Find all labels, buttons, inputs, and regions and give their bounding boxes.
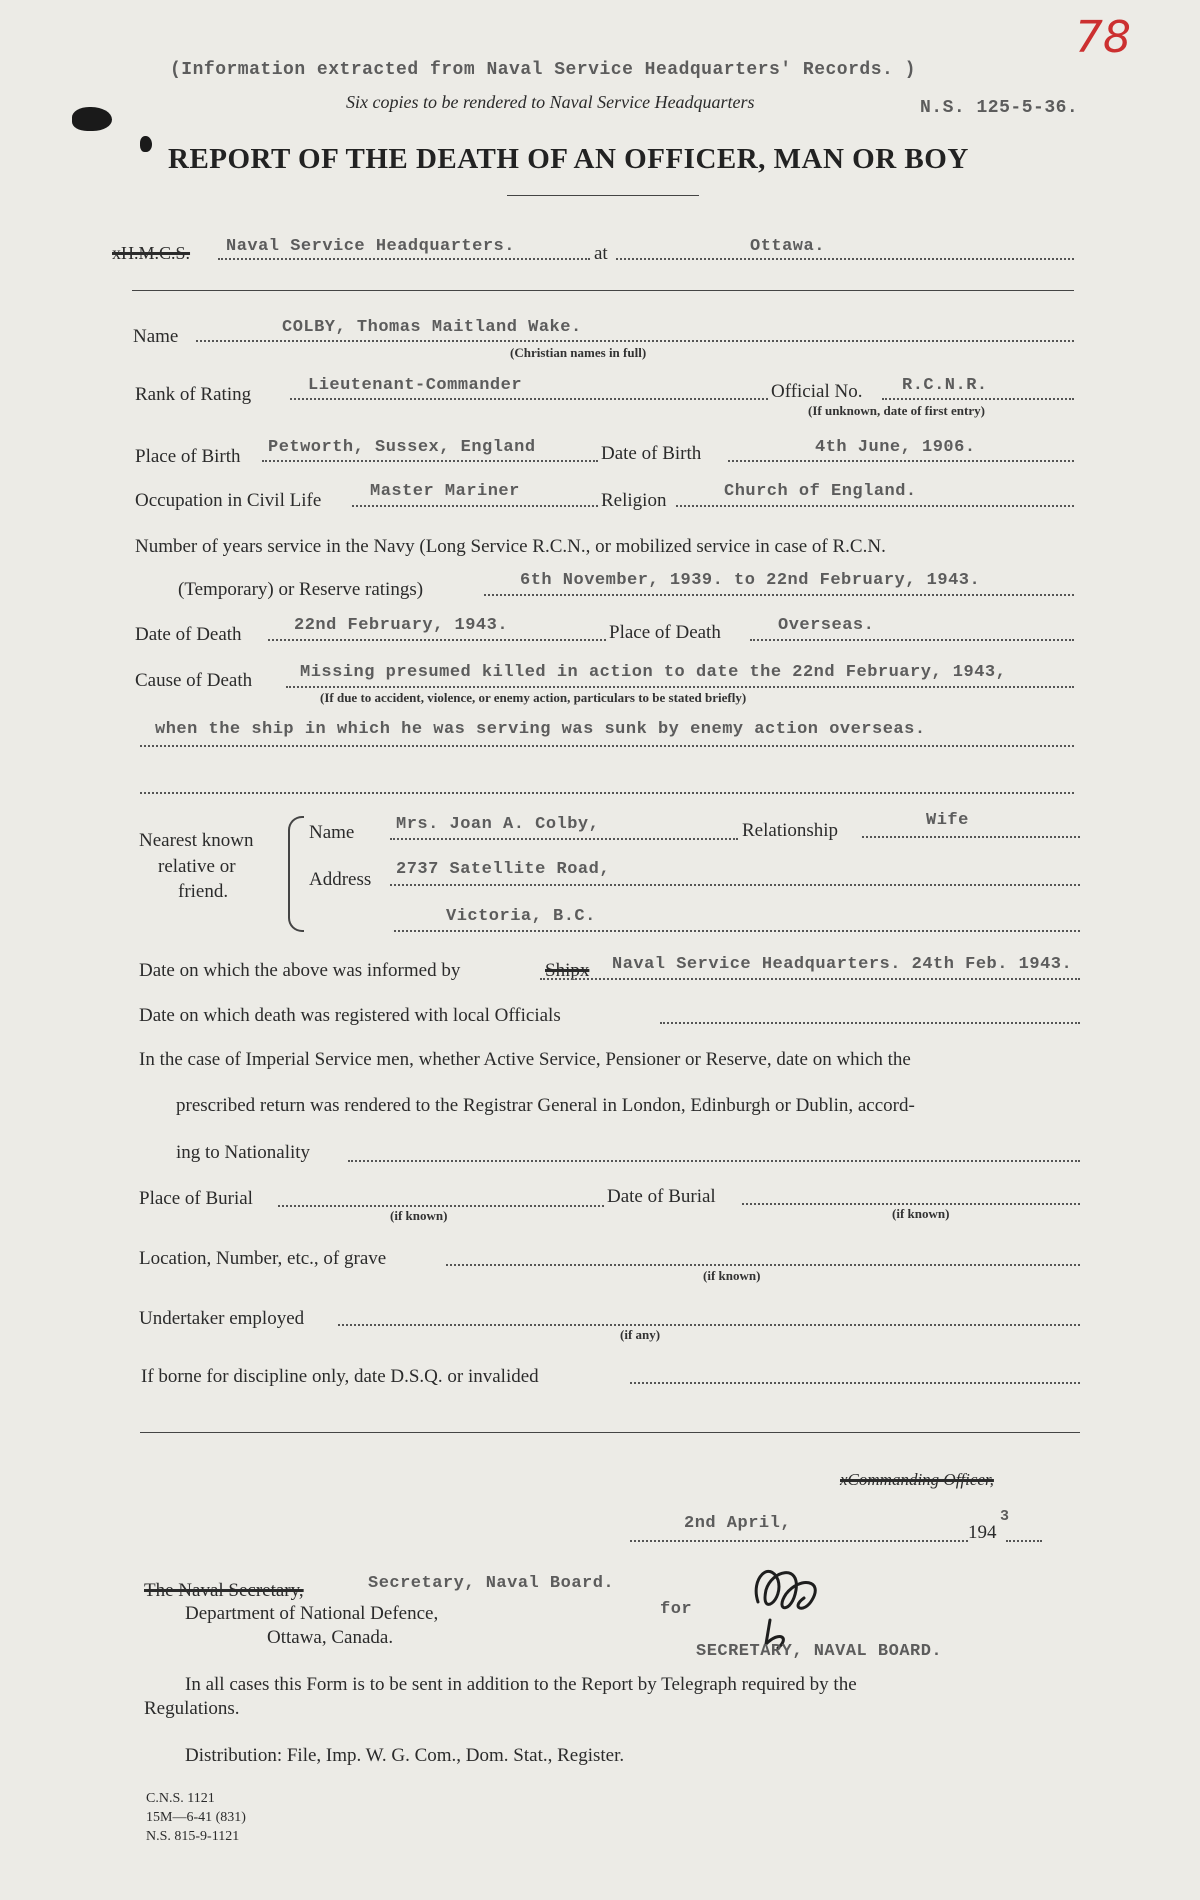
religion-dotline [676, 505, 1074, 507]
cause-label: Cause of Death [135, 670, 253, 691]
place-of-burial-dotline [278, 1205, 604, 1207]
informed-value: Naval Service Headquarters. 24th Feb. 1943. [612, 955, 1073, 974]
rank-value: Lieutenant-Commander [308, 376, 523, 395]
registered-label: Date on which death was registered with local Officials [139, 1005, 561, 1026]
copies-note: Six copies to be rendered to Naval Service Headquarters [346, 92, 755, 112]
grave-dotline [446, 1264, 1080, 1266]
signed-title: SECRETARY, NAVAL BOARD. [696, 1642, 943, 1661]
imperial-dotline [348, 1160, 1080, 1162]
extracted-note: (Information extracted from Naval Service Headquarters' Records. ) [170, 60, 916, 80]
religion-value: Church of England. [724, 482, 917, 501]
place-of-birth-value: Petworth, Sussex, England [268, 438, 536, 457]
place-of-birth-label: Place of Birth [135, 446, 241, 467]
at-dotline [616, 258, 1074, 260]
section-rule-top [132, 290, 1074, 291]
city-line: Ottawa, Canada. [267, 1627, 394, 1648]
date-of-death-label: Date of Death [135, 624, 242, 645]
at-label: at [594, 243, 608, 264]
signature-year-prefix: 194 [968, 1522, 997, 1543]
address-line2: Victoria, B.C. [446, 907, 596, 926]
title-underline [507, 195, 699, 196]
ship-dotline [218, 258, 590, 260]
grave-label: Location, Number, etc., of grave [139, 1248, 387, 1269]
undertaker-dotline [338, 1324, 1080, 1326]
discipline-dotline [630, 1382, 1080, 1384]
department-line: Department of National Defence, [185, 1603, 439, 1624]
informed-dotline [540, 978, 1080, 980]
official-no-dotline [882, 398, 1074, 400]
grave-hint: (if known) [703, 1268, 761, 1283]
place-of-death-value: Overseas. [778, 616, 875, 635]
service-label-line2: (Temporary) or Reserve ratings) [178, 579, 424, 600]
service-label-line1: Number of years service in the Navy (Long Service R.C.N., or mobilized service in case of R.C.N. [135, 536, 886, 557]
informed-label: Date on which the above was informed by [139, 960, 461, 981]
date-of-birth-dotline [728, 460, 1074, 462]
relative-group-label-line3: friend. [178, 881, 229, 902]
ink-mark [140, 136, 152, 152]
name-label: Name [133, 326, 179, 347]
form-code-3: N.S. 815-9-1121 [146, 1829, 240, 1844]
date-of-death-dotline [268, 639, 606, 641]
ship-value: Naval Service Headquarters. [226, 237, 515, 256]
rank-label: Rank of Rating [135, 384, 252, 405]
ink-blot [72, 107, 112, 131]
signature-year-dotline [1006, 1540, 1042, 1542]
rank-dotline [290, 398, 768, 400]
imperial-line3: ing to Nationality [176, 1142, 311, 1163]
name-dotline [196, 340, 1074, 342]
relative-group-label-line1: Nearest known [139, 830, 254, 851]
date-of-burial-label: Date of Burial [607, 1186, 716, 1207]
relationship-value: Wife [926, 811, 969, 830]
relative-name-value: Mrs. Joan A. Colby, [396, 815, 600, 834]
place-of-death-dotline [750, 639, 1074, 641]
relative-group-label-line2: relative or [158, 856, 236, 877]
undertaker-hint: (if any) [620, 1327, 661, 1342]
cause-dotline-2 [140, 745, 1074, 747]
religion-label: Religion [601, 490, 667, 511]
imperial-line2: prescribed return was rendered to the Registrar General in London, Edinburgh or Dublin, accord- [176, 1095, 915, 1116]
address-dotline-1 [390, 884, 1080, 886]
occupation-label: Occupation in Civil Life [135, 490, 322, 511]
place-of-burial-hint: (if known) [390, 1208, 448, 1223]
cause-dotline [286, 686, 1074, 688]
date-of-birth-value: 4th June, 1906. [815, 438, 976, 457]
registered-dotline [660, 1022, 1080, 1024]
imperial-line1: In the case of Imperial Service men, whether Active Service, Pensioner or Reserve, date on which the [139, 1049, 911, 1070]
ship-prefix-struck: xH.M.C.S. [112, 243, 191, 263]
relationship-dotline [862, 836, 1080, 838]
occupation-value: Master Mariner [370, 482, 520, 501]
address-dotline-2 [394, 930, 1080, 932]
form-code-2: 15M—6-41 (831) [146, 1810, 246, 1825]
date-of-birth-label: Date of Birth [601, 443, 702, 464]
at-value: Ottawa. [750, 237, 825, 256]
address-label: Address [309, 869, 372, 890]
instructions-line2: Regulations. [144, 1698, 240, 1719]
for-label: for [660, 1600, 693, 1619]
instructions-line1: In all cases this Form is to be sent in addition to the Report by Telegraph required by the [185, 1674, 857, 1695]
official-no-value: R.C.N.R. [902, 376, 988, 395]
signature-initials [780, 1590, 781, 1591]
place-of-birth-dotline [262, 460, 598, 462]
signature-year-suffix: 3 [1000, 1508, 1010, 1525]
distribution-line: Distribution: File, Imp. W. G. Com., Dom. Stat., Register. [185, 1745, 625, 1766]
undertaker-label: Undertaker employed [139, 1308, 305, 1329]
section-rule-bottom [140, 1432, 1080, 1433]
date-of-burial-hint: (if known) [892, 1206, 950, 1221]
signature-date-dotline [630, 1540, 968, 1542]
official-no-label: Official No. [771, 381, 863, 402]
discipline-label: If borne for discipline only, date D.S.Q. or invalided [141, 1366, 539, 1387]
naval-secretary-struck: The Naval Secretary, [144, 1580, 304, 1601]
address-line1: 2737 Satellite Road, [396, 860, 611, 879]
cause-hint: (If due to accident, violence, or enemy action, particulars to be stated briefly) [320, 690, 747, 705]
cause-value-line2: when the ship in which he was serving was sunk by enemy action overseas. [155, 720, 926, 739]
cause-dotline-3 [140, 792, 1074, 794]
service-dotline [484, 594, 1074, 596]
form-title: REPORT OF THE DEATH OF AN OFFICER, MAN OR BOY [168, 143, 969, 175]
secretary-typed: Secretary, Naval Board. [368, 1574, 615, 1593]
service-value: 6th November, 1939. to 22nd February, 1943. [520, 571, 981, 590]
relative-name-dotline [390, 838, 738, 840]
signature-date-value: 2nd April, [684, 1514, 792, 1533]
name-value: COLBY, Thomas Maitland Wake. [282, 318, 582, 337]
place-of-burial-label: Place of Burial [139, 1188, 253, 1209]
cause-value-line1: Missing presumed killed in action to date the 22nd February, 1943, [300, 663, 1007, 682]
relationship-label: Relationship [742, 820, 839, 841]
official-no-hint: (If unknown, date of first entry) [808, 403, 985, 418]
occupation-dotline [352, 505, 598, 507]
place-of-death-label: Place of Death [609, 622, 721, 643]
file-reference: N.S. 125-5-36. [920, 98, 1079, 118]
form-code-1: C.N.S. 1121 [146, 1791, 215, 1806]
relative-brace [288, 816, 304, 932]
relative-name-label: Name [309, 822, 355, 843]
commanding-officer-struck: xCommanding Officer, [840, 1470, 994, 1489]
informed-struck: Shipx [545, 960, 590, 981]
date-of-burial-dotline [742, 1203, 1080, 1205]
name-hint: (Christian names in full) [510, 345, 647, 360]
date-of-death-value: 22nd February, 1943. [294, 616, 509, 635]
handwritten-number: 78 [1075, 12, 1131, 63]
